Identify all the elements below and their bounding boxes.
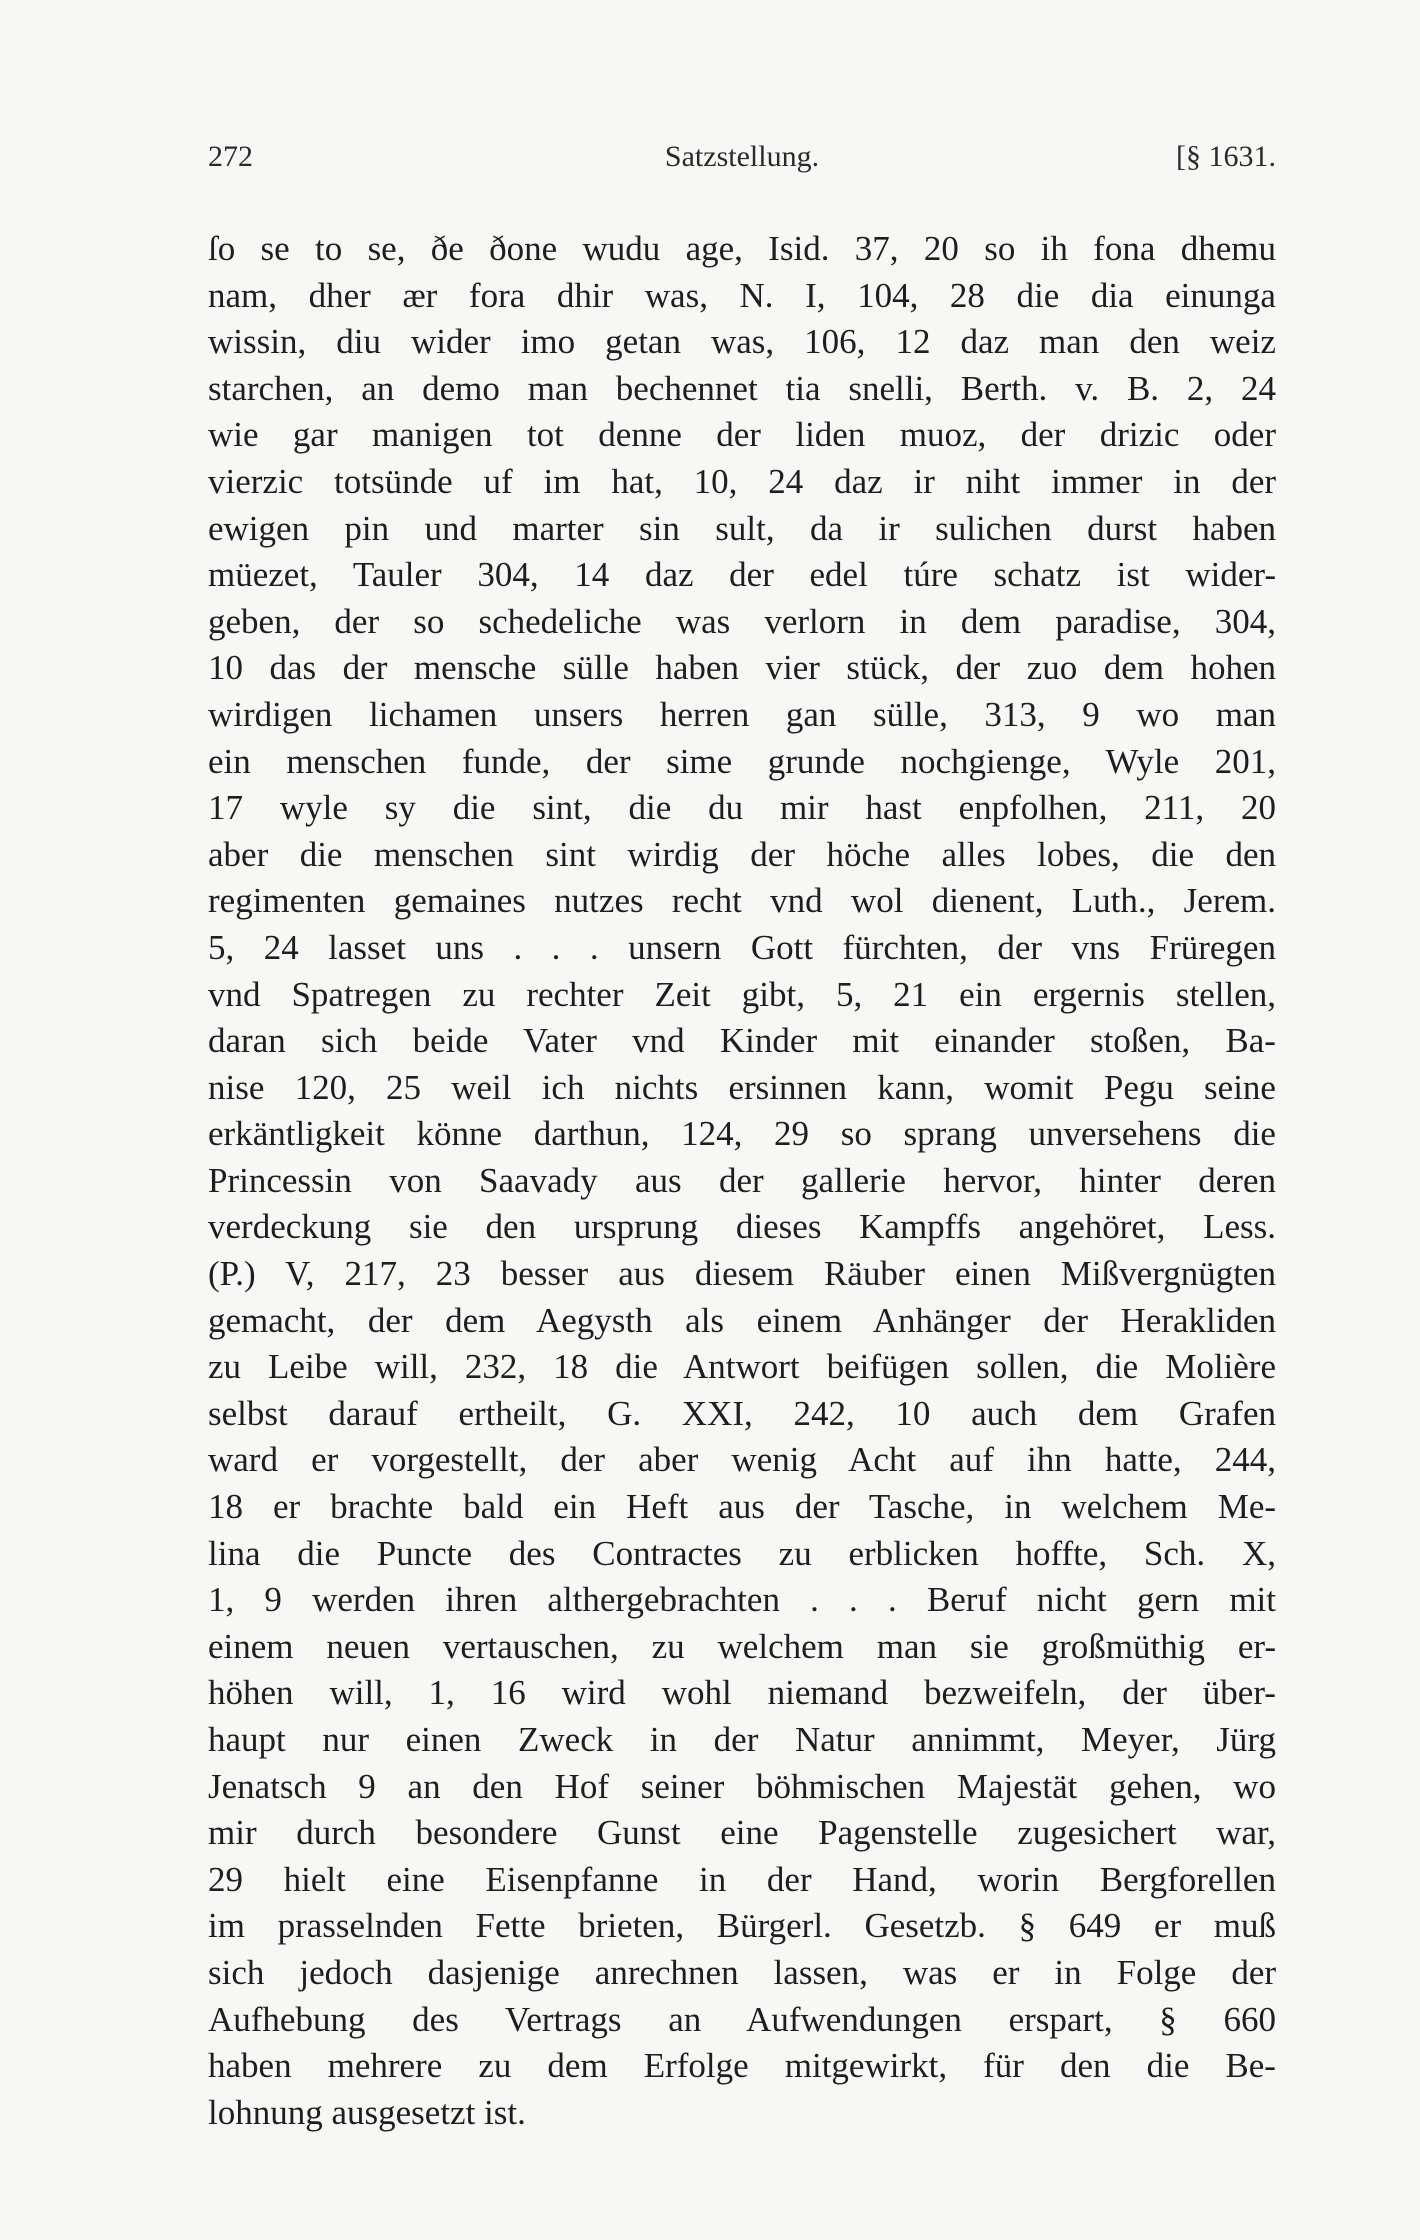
text-line: regimenten gemaines nutzes recht vnd wol dienent, Luth., Jerem. [208, 881, 1276, 921]
text-line: Princessin von Saavady aus der gallerie hervor, hinter deren [208, 1160, 1277, 1200]
text-line: haupt nur einen Zweck in der Natur annimmt, Meyer, Jürg [208, 1720, 1276, 1759]
text-line: ein menschen funde, der sime grunde nochgienge, Wyle 201, [208, 741, 1276, 781]
text-line: höhen will, 1, 16 wird wohl niemand bezweifeln, der über- [208, 1673, 1276, 1713]
text-line: mir durch besondere Gunst eine Pagenstelle zugesichert war, [208, 1813, 1277, 1853]
text-line: starchen, an demo man bechennet tia snelli, Berth. v. B. 2, 24 [208, 368, 1277, 408]
text-line: 1, 9 werden ihren althergebrachten . . . Beruf nicht gern mit [208, 1580, 1276, 1620]
text-line: aber die menschen sint wirdig der höche alles lobes, die den [208, 834, 1277, 874]
text-line: ewigen pin und marter sin sult, da ir sulichen durst haben [208, 508, 1277, 548]
text-line: selbst darauf ertheilt, G. XXI, 242, 10 auch dem Grafen [208, 1393, 1276, 1433]
text-line: erkäntligkeit könne darthun, 124, 29 so sprang unversehens die [208, 1114, 1276, 1154]
running-title: Satzstellung. [664, 140, 820, 173]
text-line: geben, der so schedeliche was verlorn in dem paradise, 304, [208, 601, 1276, 641]
text-line: gemacht, der dem Aegysth als einem Anhänger der Herakliden [208, 1300, 1277, 1340]
page-number: 272 [208, 140, 253, 173]
text-line: sich jedoch dasjenige anrechnen lassen, was er in Folge der [208, 1952, 1277, 1992]
section-marker: [§ 1631. [1176, 140, 1276, 173]
text-line: wirdigen lichamen unsers herren gan sülle, 313, 9 wo man [208, 694, 1276, 734]
text-line: 18 er brachte bald ein Heft aus der Tasche, in welchem Me- [208, 1487, 1277, 1527]
text-line: nise 120, 25 weil ich nichts ersinnen kann, womit Pegu seine [208, 1067, 1276, 1107]
text-line: 29 hielt eine Eisenpfanne in der Hand, worin Bergforellen [208, 1859, 1276, 1899]
text-line: Jenatsch 9 an den Hof seiner böhmischen Majestät gehen, wo [208, 1766, 1276, 1806]
text-line: Aufhebung des Vertrags an Aufwendungen erspart, § 660 [208, 1999, 1277, 2039]
text-line: ſo se to se, ðe ðone wudu age, Isid. 37, 20 so ih fona dhemu [208, 229, 1276, 268]
text-line: zu Leibe will, 232, 18 die Antwort beifügen sollen, die Molière [208, 1347, 1276, 1387]
text-line: wissin, diu wider imo getan was, 106, 12 daz man den weiz [208, 322, 1276, 362]
running-header [208, 140, 1276, 190]
text-line: haben mehrere zu dem Erfolge mitgewirkt, für den die Be- [208, 2046, 1276, 2086]
text-line: lina die Puncte des Contractes zu erblicken hoffte, Sch. X, [208, 1533, 1276, 1573]
text-line: wie gar manigen tot denne der liden muoz, der drizic oder [208, 415, 1276, 455]
text-line: einem neuen vertauschen, zu welchem man sie großmüthig er- [208, 1626, 1276, 1666]
text-line: verdeckung sie den ursprung dieses Kampffs angehöret, Less. [208, 1207, 1277, 1247]
body-paragraph [208, 226, 1276, 2136]
text-line: (P.) V, 217, 23 besser aus diesem Räuber einen Mißvergnügten [208, 1254, 1276, 1294]
text-line: 17 wyle sy die sint, die du mir hast enpfolhen, 211, 20 [208, 788, 1276, 828]
text-line: müezet, Tauler 304, 14 daz der edel túre schatz ist wider- [208, 555, 1277, 595]
text-line: 5, 24 lasset uns . . . unsern Gott fürchten, der vns Früregen [208, 927, 1276, 967]
text-line: 10 das der mensche sülle haben vier stück, der zuo dem hohen [208, 648, 1277, 688]
text-line: im prasselnden Fette brieten, Bürgerl. Gesetzb. § 649 er muß [208, 1906, 1277, 1946]
text-line: nam, dher ær fora dhir was, N. I, 104, 28 die dia einunga [208, 275, 1276, 315]
text-line: vnd Spatregen zu rechter Zeit gibt, 5, 21 ein ergernis stellen, [208, 974, 1276, 1014]
text-line: vierzic totsünde uf im hat, 10, 24 daz ir niht immer in der [208, 461, 1277, 501]
text-line: lohnung ausgesetzt ist. [208, 2092, 526, 2132]
text-line: ward er vorgestellt, der aber wenig Acht auf ihn hatte, 244, [208, 1440, 1276, 1480]
text-line: daran sich beide Vater vnd Kinder mit einander stoßen, Ba- [208, 1021, 1276, 1061]
